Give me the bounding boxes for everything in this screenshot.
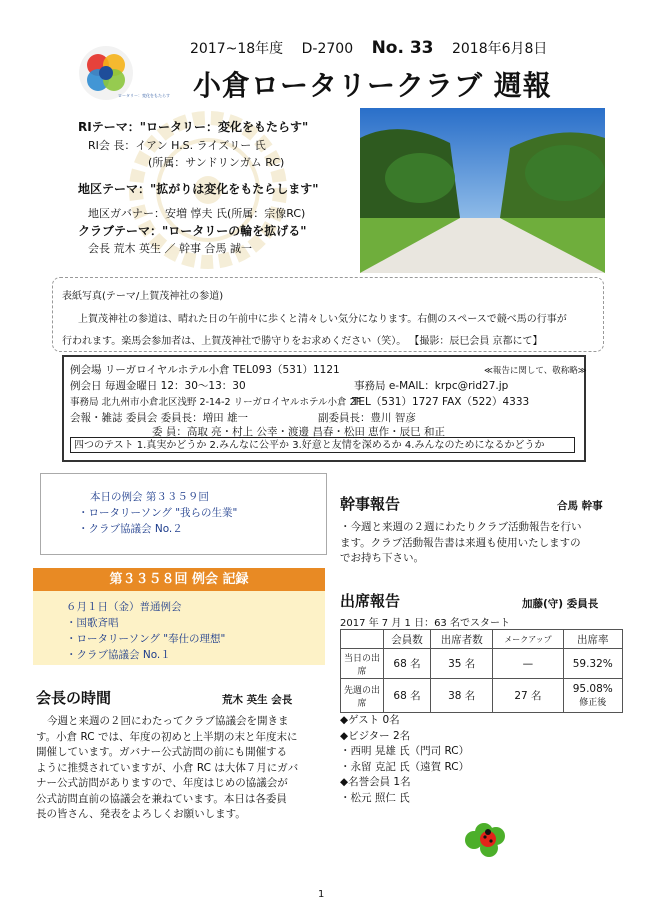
table-cell: 27 名 — [493, 679, 563, 713]
table-row — [341, 679, 623, 713]
president-author: 荒木 英生 会長 — [222, 694, 293, 706]
office-email: 事務局 e-MAIL：krpc@rid27.jp — [354, 380, 509, 392]
record-item-2: ・ロータリーソング "奉仕の理想" — [66, 633, 226, 645]
svg-text:ロータリー：変化をもたらす: ロータリー：変化をもたらす — [118, 93, 170, 98]
meeting-time: 例会日 毎週金曜日 12：30～13：30 — [70, 380, 246, 392]
president-body — [36, 714, 328, 823]
table-cell: 35 名 — [431, 649, 493, 679]
header-cell: 会員数 — [384, 630, 431, 649]
table-row — [341, 649, 623, 679]
secretary-title: 幹事報告 — [340, 495, 401, 513]
club-theme: クラブテーマ："ロータリーの輪を拡げる" — [78, 224, 307, 238]
club-officers: 会長 荒木 英生 ／ 幹事 合馬 誠一 — [88, 242, 252, 255]
ri-president: RI会 長：イアン H.S. ライズリー 氏 — [88, 139, 266, 152]
table-cell: 68 名 — [384, 679, 431, 713]
issue-date: 2018年6月8日 — [451, 41, 548, 57]
president-line: 長の皆さん、発表をよろしくお願いします。 — [36, 808, 246, 820]
honorary-count: ◆名誉会員 1名 — [340, 776, 411, 788]
committee-members: 委 員：高取 亮・村上 公幸・渡邊 昌春・松田 恵作・辰巳 和正 — [152, 426, 446, 438]
issue-number: No. 33 — [371, 38, 434, 58]
record-item-1: ・国歌斉唱 — [66, 617, 119, 629]
attendance-table — [340, 629, 623, 713]
rate-note: 修正後 — [579, 698, 607, 708]
record-heading: 第３３５８回 例会 記録 — [33, 568, 325, 591]
district-governor: 地区ガバナー：安増 惇夫 氏(所属：宗像RC) — [88, 207, 306, 220]
secretary-body — [340, 520, 623, 567]
page-number: 1 — [318, 889, 325, 900]
header-cell: メークアップ — [493, 630, 563, 649]
cover-caption-line1: 上賀茂神社の参道は、晴れた日の午前中に歩くと清々しい気分になります。右側のスペースで競べ馬の行事が — [78, 314, 567, 325]
president-line: ように推奨されていますが、小倉 RC は大体７月にガバ — [36, 761, 299, 774]
today-item-2: ・クラブ協議会 No.２ — [78, 523, 183, 535]
attendance-start: 2017 年 7 月 1 日：63 名でスタート — [340, 618, 510, 629]
honorary-item: ・松元 照仁 氏 — [340, 791, 410, 804]
president-line: す。小倉 RC では、年度の初めと上半期の末と年度末に — [36, 730, 298, 743]
ladybug-clover-icon — [464, 822, 510, 862]
visitor-count: ◆ビジター 2名 — [340, 729, 411, 742]
office-tel: TEL（531）1727 FAX（522）4333 — [352, 396, 530, 408]
header-cell: 出席者数 — [431, 630, 493, 649]
cover-caption-line2: 行われます。楽馬会参加者は、上賀茂神社で勝守りをお求めください（笑）。 【撮影：辰巳会員 京都にて】 — [62, 336, 543, 347]
table-cell: 68 名 — [384, 649, 431, 679]
office-address: 事務局 北九州市小倉北区浅野 2-14-2 リーガロイヤルホテル小倉 2F — [70, 397, 362, 408]
president-line: 開催しています。ガバナー公式訪問の前にも開催する — [36, 746, 288, 758]
president-line: 今週と来週の２回にわたってクラブ協議会を開きま — [47, 715, 289, 727]
visitor-item: ・永留 克記 氏（遠賀 RC） — [340, 760, 470, 773]
president-title: 会長の時間 — [36, 689, 112, 707]
visitor-item: ・西明 晃雄 氏（門司 RC） — [340, 745, 470, 757]
table-cell: — — [493, 649, 563, 679]
report-notice: ≪報告に関して、敬称略≫ — [484, 366, 587, 376]
secretary-line: ・今週と来週の２週にわたりクラブ活動報告を行い — [340, 521, 582, 533]
table-header-row — [341, 630, 623, 649]
record-item-3: ・クラブ協議会 No.１ — [66, 649, 171, 661]
secretary-line: でお持ち下さい。 — [340, 552, 424, 564]
header-cell — [341, 630, 384, 649]
committee-chair: 会報・雑誌 委員会 委員長：増田 雄一 — [70, 412, 249, 424]
table-cell: 59.32% — [563, 649, 622, 679]
today-item-1: ・ロータリーソング "我らの生業" — [78, 507, 238, 519]
district-theme: 地区テーマ："拡がりは変化をもたらします" — [78, 182, 319, 196]
four-way-test: 四つのテスト 1.真実かどうか 2.みんなに公平か 3.好意と友情を深めるか 4.みんなのためになるかどうか — [70, 437, 575, 453]
cover-photo — [360, 108, 605, 273]
district-number: D-2700 — [301, 41, 354, 57]
president-line: 公式訪問直前の協議会を兼ねています。本日は各委員 — [36, 792, 287, 805]
row-label: 先週の出席 — [341, 679, 384, 713]
guest-count: ◆ゲスト 0名 — [340, 714, 400, 726]
ri-theme: RIテーマ："ロータリー：変化をもたらす" — [78, 120, 309, 134]
rotary-logo — [78, 45, 170, 101]
table-cell — [563, 679, 622, 713]
president-line: ナー公式訪問がありますので、年度はじめの協議会が — [36, 777, 288, 789]
guest-list — [340, 713, 540, 806]
cover-caption-title: 表紙写真(テーマ/上賀茂神社の参道) — [62, 291, 224, 302]
header-cell: 出席率 — [563, 630, 622, 649]
secretary-line: ます。クラブ活動報告書は来週も使用いたしますの — [340, 536, 581, 549]
venue: 例会場 リーガロイヤルホテル小倉 TEL093（531）1121 — [70, 364, 340, 376]
secretary-author: 合馬 幹事 — [557, 500, 603, 512]
page-title: 小倉ロータリークラブ 週報 — [193, 69, 552, 102]
today-title: 本日の例会 第３３５９回 — [90, 491, 209, 503]
attendance-author: 加藤(守) 委員長 — [522, 598, 599, 610]
rate-value: 95.08% — [572, 683, 613, 695]
ri-president-club: (所属：サンドリンガム RC) — [148, 156, 285, 169]
row-label: 当日の出席 — [341, 649, 384, 679]
table-cell: 38 名 — [431, 679, 493, 713]
committee-vice: 副委員長：豊川 智彦 — [318, 412, 416, 424]
fiscal-year: 2017~18年度 — [190, 41, 284, 57]
record-date: ６月１日（金）普通例会 — [66, 601, 182, 613]
attendance-title: 出席報告 — [340, 592, 401, 610]
issue-header — [190, 38, 561, 58]
